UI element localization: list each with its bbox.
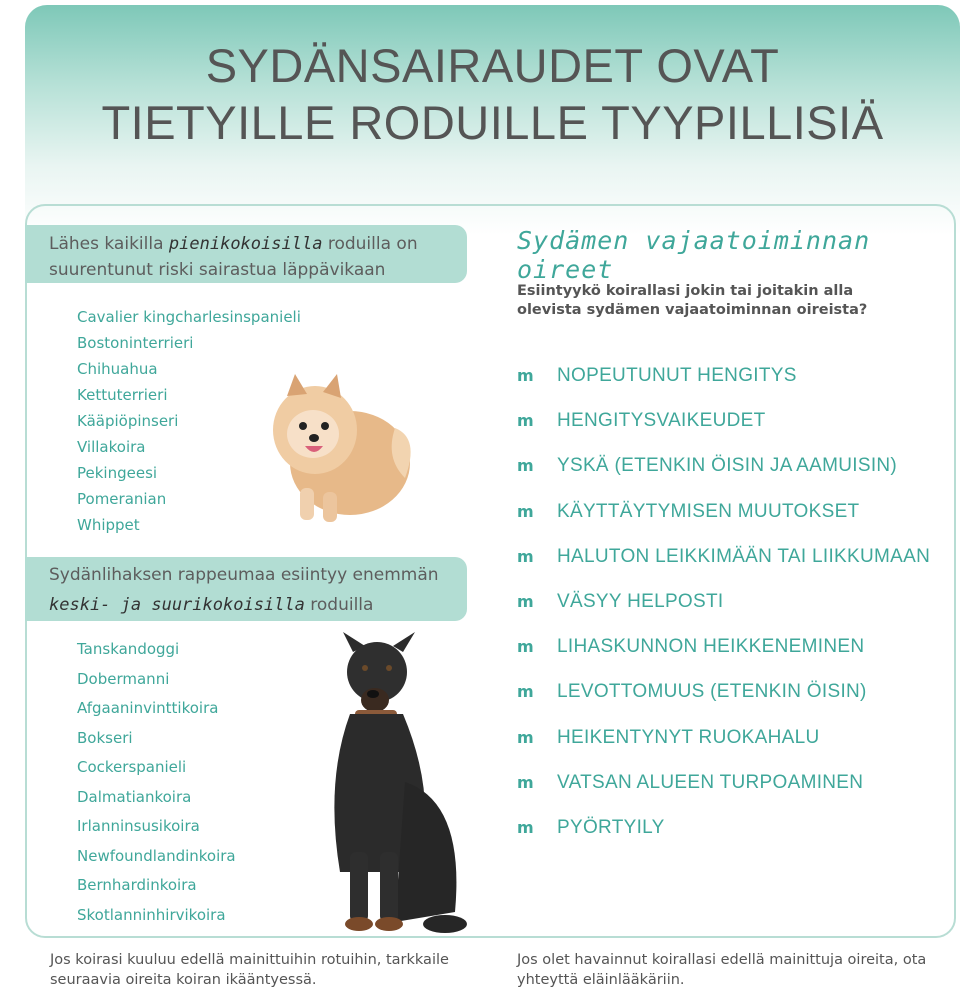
list-item xyxy=(517,679,930,724)
symptom-text: VÄSYY HELPOSTI xyxy=(557,590,724,612)
list-item: Kettuterrieri xyxy=(77,386,168,404)
bullet-icon: m xyxy=(517,366,533,385)
symptom-text: LIHASKUNNON HEIKKENEMINEN xyxy=(557,636,865,658)
bullet-icon: m xyxy=(517,501,533,521)
symptom-text: PYÖRTYILY xyxy=(557,816,665,838)
page-title-line-2: TIETYILLE RODUILLE TYYPILLISIÄ xyxy=(101,96,884,149)
bullet-icon: m xyxy=(517,772,533,792)
list-item: Pekingeesi xyxy=(77,464,158,482)
dobermann-photo xyxy=(295,632,485,942)
right-footer-note: Jos olet havainnut koirallasi edellä mainittuja oireita, ota yhteyttä eläinlääkäriin. xyxy=(517,952,927,988)
list-item: Whippet xyxy=(77,516,140,534)
list-item xyxy=(517,589,930,634)
bullet-icon: m xyxy=(517,456,533,476)
list-item xyxy=(517,544,930,589)
large-intro-text-before: Sydänlihaksen rappeumaa esiintyy enemmän xyxy=(49,565,439,585)
list-item xyxy=(517,499,930,544)
list-item: Chihuahua xyxy=(77,360,158,378)
large-intro-text-after: roduilla xyxy=(304,595,374,615)
list-item: Newfoundlandinkoira xyxy=(77,846,236,865)
symptom-text: HENGITYSVAIKEUDET xyxy=(557,410,766,432)
symptom-text: HALUTON LEIKKIMÄÄN TAI LIIKKUMAAN xyxy=(557,545,931,567)
list-item xyxy=(517,770,930,815)
large-breeds-intro xyxy=(25,557,467,621)
left-footer-note: Jos koirasi kuuluu edellä mainittuihin rotuihin, tarkkaile seuraavia oireita koiran ikääntyessä. xyxy=(50,952,449,988)
symptom-text: HEIKENTYNYT RUOKAHALU xyxy=(557,726,820,748)
list-item: Cockerspanieli xyxy=(77,758,187,776)
bullet-icon: m xyxy=(517,817,533,837)
list-item xyxy=(517,408,930,453)
symptom-text: NOPEUTUNUT HENGITYS xyxy=(557,365,797,386)
large-intro-emphasis: keski- ja suurikokoisilla xyxy=(49,595,305,615)
header-banner xyxy=(25,5,960,235)
small-intro-emphasis: pienikokoisilla xyxy=(168,234,323,254)
small-intro-text-before: Lähes kaikilla xyxy=(49,234,169,254)
page-title-line-1: SYDÄNSAIRAUDET OVAT xyxy=(205,39,780,92)
list-item: Bostoninterrieri xyxy=(77,334,194,352)
list-item: Cavalier kingcharlesinspanieli xyxy=(77,308,301,326)
list-item: Skotlanninhirvikoira xyxy=(77,905,226,924)
list-item xyxy=(517,453,930,498)
bullet-icon: m xyxy=(517,727,533,747)
list-item: Dalmatiankoira xyxy=(77,787,192,806)
list-item xyxy=(517,634,930,679)
symptoms-title: Sydämen vajaatoiminnan oireet xyxy=(517,226,871,284)
list-item: Kääpiöpinseri xyxy=(77,412,179,430)
bullet-icon: m xyxy=(517,682,533,702)
symptom-text: LEVOTTOMUUS (ETENKIN ÖISIN) xyxy=(557,681,867,703)
bullet-icon: m xyxy=(517,546,533,566)
small-intro-text-after: roduilla on suurentunut riski sairastua läppävikaan xyxy=(49,234,418,280)
symptom-text: YSKÄ (ETENKIN ÖISIN JA AAMUISIN) xyxy=(557,455,898,477)
bullet-icon: m xyxy=(517,411,533,431)
list-item: Afgaaninvinttikoira xyxy=(77,699,219,717)
list-item: Tanskandoggi xyxy=(77,640,180,658)
small-breeds-intro xyxy=(25,225,467,283)
bullet-icon: m xyxy=(517,637,533,657)
list-item: Irlanninsusikoira xyxy=(77,817,200,835)
list-item xyxy=(517,363,930,408)
bullet-icon: m xyxy=(517,591,533,611)
large-breeds-list xyxy=(77,638,236,933)
list-item: Bokseri xyxy=(77,728,133,747)
list-item: Pomeranian xyxy=(77,490,167,508)
list-item: Villakoira xyxy=(77,438,146,456)
list-item xyxy=(517,815,930,860)
list-item: Dobermanni xyxy=(77,669,170,688)
symptom-text: VATSAN ALUEEN TURPOAMINEN xyxy=(557,771,864,793)
list-item xyxy=(517,725,930,770)
symptoms-list xyxy=(517,363,930,860)
symptoms-question: Esiintyykö koirallasi jokin tai joitakin alla olevista sydämen vajaatoiminnan oireista? xyxy=(517,283,868,318)
list-item: Bernhardinkoira xyxy=(77,876,197,894)
pomeranian-photo xyxy=(255,368,420,528)
symptom-text: KÄYTTÄYTYMISEN MUUTOKSET xyxy=(557,500,860,522)
